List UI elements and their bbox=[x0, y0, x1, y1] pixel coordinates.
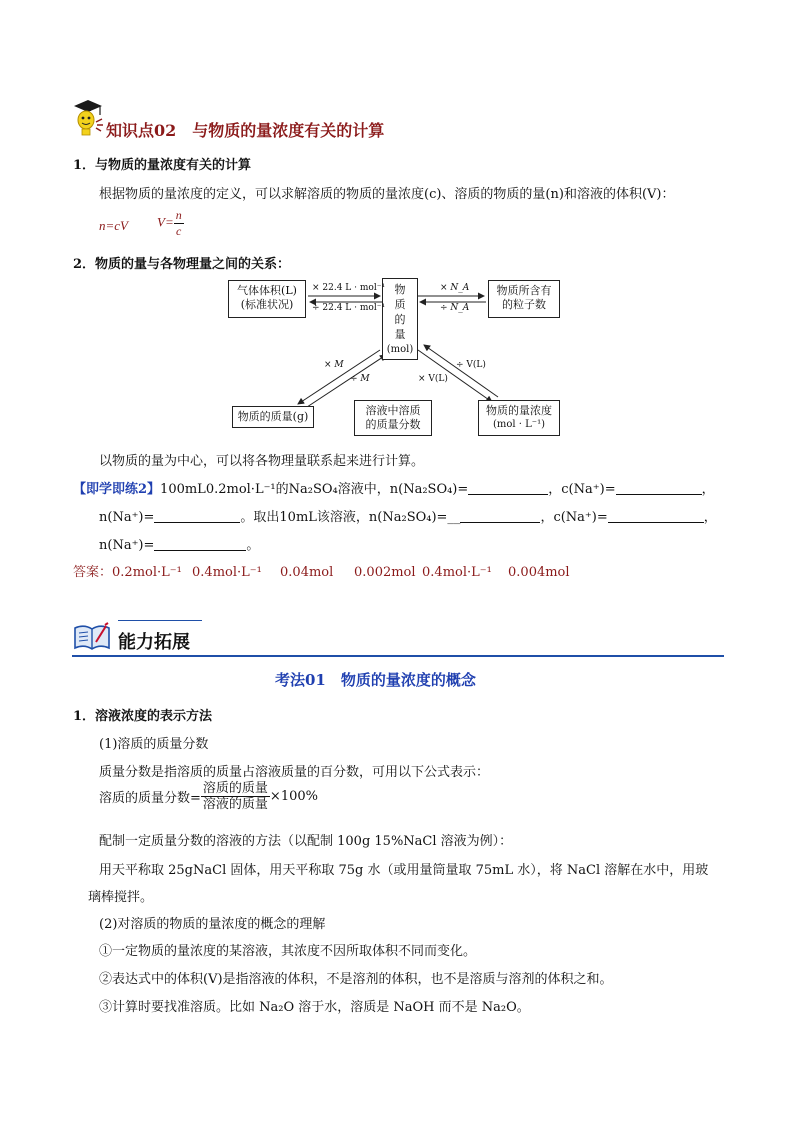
exercise-2a: n(Na⁺)= bbox=[99, 510, 155, 525]
exercise-line-1 bbox=[73, 478, 715, 497]
subtitle: 考法01 物质的量浓度的概念 bbox=[275, 671, 476, 689]
banner-rule bbox=[72, 655, 724, 657]
formula-v-lhs: V= bbox=[157, 214, 174, 230]
blank-3[interactable] bbox=[154, 510, 240, 523]
subheading-understanding: (2)对溶质的物质的量浓度的概念的理解 bbox=[99, 917, 326, 932]
label-div-avogadro: ÷ N_A bbox=[440, 303, 470, 313]
exercise-1a: 100mL0.2mol·L⁻¹的Na₂SO₄溶液中，n(Na₂SO₄)= bbox=[160, 482, 469, 497]
formula-rhs: ×100% bbox=[269, 789, 318, 804]
box-mass bbox=[232, 406, 314, 428]
exercise-2c: ，c(Na⁺)= bbox=[540, 510, 608, 525]
mass-label: 物质的质量(g) bbox=[237, 410, 309, 423]
banner-title: 能力拓展 bbox=[118, 632, 190, 653]
blank-4[interactable] bbox=[460, 510, 540, 523]
answer-1: 0.2mol·L⁻¹ bbox=[112, 565, 182, 580]
blank-2[interactable] bbox=[616, 482, 702, 495]
heading-1: 1．与物质的量浓度有关的计算 bbox=[73, 158, 252, 173]
box-amount-of-substance bbox=[382, 278, 418, 360]
answer-5: 0.4mol·L⁻¹ bbox=[422, 565, 492, 580]
section-title: 知识点02 与物质的量浓度有关的计算 bbox=[106, 121, 385, 140]
blank-5[interactable] bbox=[608, 510, 704, 523]
answer-line bbox=[73, 561, 570, 580]
heading-2: 2．物质的量与各物理量之间的关系： bbox=[73, 257, 291, 272]
blank-1[interactable] bbox=[468, 482, 548, 495]
paragraph-mass-fraction: 质量分数是指溶质的质量占溶液质量的百分数，可用以下公式表示： bbox=[99, 765, 490, 780]
mol-l1: 物 bbox=[394, 283, 406, 296]
box-gas-volume bbox=[228, 280, 306, 318]
paragraph-definition: 根据物质的量浓度的定义，可以求解溶质的物质的量浓度(c)、溶质的物质的量(n)和溶液的体积(V)： bbox=[99, 187, 675, 202]
book-icon bbox=[72, 620, 112, 654]
paragraph-preparation: 配制一定质量分数的溶液的方法（以配制 100g 15%NaCl 溶液为例）： bbox=[99, 834, 513, 849]
mol-l5: (mol) bbox=[386, 344, 414, 355]
banner-overline bbox=[118, 620, 202, 621]
mass-fraction-l1: 溶液中溶质 bbox=[365, 404, 421, 417]
concentration-l1: 物质的量浓度 bbox=[486, 404, 552, 417]
formula-lhs: 溶质的质量分数= bbox=[99, 791, 201, 806]
list-item-1: ①一定物质的量浓度的某溶液，其浓度不因所取体积不同而变化。 bbox=[99, 944, 477, 959]
graduate-icon bbox=[70, 97, 106, 137]
answer-4: 0.002mol bbox=[354, 565, 416, 580]
exercise-3a: n(Na⁺)= bbox=[99, 538, 155, 553]
heading-concentration-methods: 1．溶液浓度的表示方法 bbox=[73, 709, 213, 724]
gas-line1: 气体体积(L) bbox=[237, 284, 297, 297]
formula-numerator: 溶质的质量 bbox=[202, 781, 268, 796]
label-div-molar-volume: ÷ 22.4 L · mol⁻¹ bbox=[312, 303, 386, 313]
summary-text: 以物质的量为中心，可以将各物理量联系起来进行计算。 bbox=[99, 454, 425, 469]
formula-v bbox=[157, 208, 184, 239]
label-mul-molar-mass: × M bbox=[324, 360, 344, 370]
label-div-molar-mass: ÷ M bbox=[350, 374, 370, 384]
paragraph-procedure-1: 用天平称取 25gNaCl 固体，用天平称取 75g 水（或用量筒量取 75mL 水），将 NaCl 溶解在水中，用玻 bbox=[99, 863, 709, 878]
formula-v-denominator: c bbox=[176, 224, 182, 238]
mol-l4: 量 bbox=[394, 328, 406, 341]
formula-n: n=cV bbox=[99, 218, 128, 233]
mass-fraction-formula bbox=[99, 781, 318, 812]
exercise-1end: ， bbox=[701, 482, 715, 497]
box-mass-fraction bbox=[354, 400, 432, 436]
formula-v-numerator: n bbox=[175, 208, 182, 222]
particles-l2: 的粒子数 bbox=[502, 298, 546, 311]
box-concentration bbox=[478, 400, 560, 436]
blank-6[interactable] bbox=[154, 538, 246, 551]
particles-l1: 物质所含有 bbox=[496, 284, 552, 297]
mass-fraction-l2: 的质量分数 bbox=[365, 418, 421, 431]
exercise-3end: 。 bbox=[246, 538, 260, 553]
label-mul-volume: × V(L) bbox=[418, 374, 448, 384]
list-item-2: ②表达式中的体积(V)是指溶液的体积，不是溶剂的体积，也不是溶质与溶剂的体积之和。 bbox=[99, 972, 613, 987]
answer-2: 0.4mol·L⁻¹ bbox=[192, 565, 262, 580]
concentration-l2: (mol · L⁻¹) bbox=[493, 419, 545, 430]
answer-label: 答案： bbox=[73, 565, 113, 580]
exercise-tag: 【即学即练2】 bbox=[73, 482, 161, 497]
answer-3: 0.04mol bbox=[280, 565, 334, 580]
exercise-line-2 bbox=[99, 506, 717, 525]
exercise-2end: ， bbox=[703, 510, 717, 525]
relationship-diagram bbox=[226, 276, 562, 438]
subheading-mass-fraction: (1)溶质的质量分数 bbox=[99, 737, 209, 752]
exercise-line-3 bbox=[99, 534, 259, 553]
exercise-2b: 。取出10mL该溶液，n(Na₂SO₄)=__ bbox=[240, 510, 461, 525]
list-item-3: ③计算时要找准溶质。比如 Na₂O 溶于水，溶质是 NaOH 而不是 Na₂O。 bbox=[99, 1000, 530, 1015]
box-particles bbox=[488, 280, 560, 318]
formula-denominator: 溶液的质量 bbox=[202, 797, 268, 812]
mol-l2: 质 bbox=[394, 298, 406, 311]
label-mul-avogadro: × N_A bbox=[440, 283, 470, 293]
gas-line2: (标准状况) bbox=[240, 298, 294, 311]
label-mul-molar-volume: × 22.4 L · mol⁻¹ bbox=[312, 283, 386, 293]
mol-l3: 的 bbox=[394, 313, 406, 326]
answer-6: 0.004mol bbox=[508, 565, 570, 580]
label-div-volume: ÷ V(L) bbox=[456, 360, 486, 370]
exercise-1b: ，c(Na⁺)= bbox=[548, 482, 616, 497]
paragraph-procedure-2: 璃棒搅拌。 bbox=[88, 890, 154, 905]
